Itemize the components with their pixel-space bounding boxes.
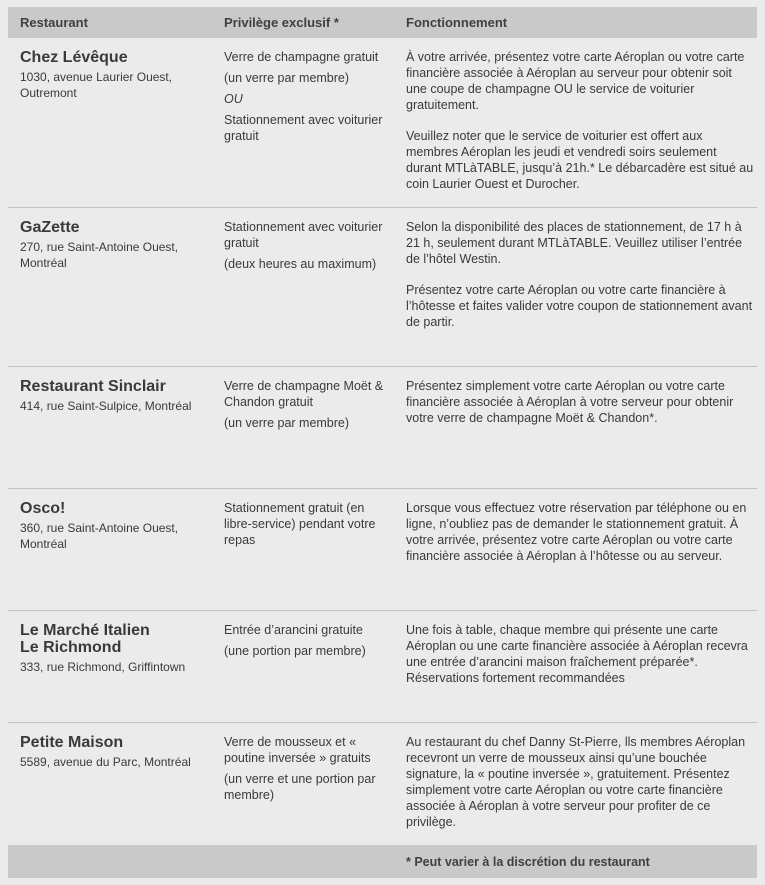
description-text: Veuillez noter que le service de voiturier est offert aux membres Aéroplan les jeudi et vendredi soirs seulement durant MTLàTABLE, jusqu’à 21h.* Le débarcadère est situé au coin Laurier Ouest et Durocher. [406,129,754,191]
privilege-text: Verre de champagne Moët & Chandon gratuit [224,379,384,409]
privilege-text: Verre de champagne gratuit [224,50,379,64]
description-text: Présentez simplement votre carte Aéroplan ou votre carte financière associée à Aéroplan à votre serveur pour obtenir votre verre de champagne Moët & Chandon*. [406,379,734,425]
restaurant-address: 414, rue Saint-Sulpice, Montréal [20,399,192,413]
restaurant-name: Osco! [20,500,66,517]
restaurant-address: 5589, avenue du Parc, Montréal [20,755,191,769]
privilege-text: Entrée d’arancini gratuite [224,623,363,637]
description-cell [394,208,757,366]
table-header [8,7,757,38]
privilege-text: (un verre par membre) [224,416,350,430]
description-text: Au restaurant du chef Danny St-Pierre, lls membres Aéroplan recevront un verre de mousseux ainsi qu’une bouchée signature, la « poutine inversée », gratuitement. Présentez simplement votre carte Aéroplan ou votre carte financière associée à Aéroplan à votre serveur pour profiter de ce privilège. [406,735,746,829]
restaurant-cell [8,723,212,844]
restaurant-name: Restaurant Sinclair [20,378,166,395]
description-text: Une fois à table, chaque membre qui présente une carte Aéroplan ou une carte financière associée à Aéroplan recevra une entrée d’arancini maison fraîchement préparée*. Réservations fortement recommandées [406,623,748,685]
restaurant-cell [8,489,212,610]
description-text: Lorsque vous effectuez votre réservation par téléphone ou en ligne, n’oubliez pas de demander le stationnement gratuit. À votre arrivée, présentez votre carte Aéroplan ou votre carte financière associée à Aéroplan à l’hôtesse ou au serveur. [406,501,747,563]
restaurant-name: Petite Maison [20,734,124,751]
description-cell [394,611,757,722]
description-cell [394,367,757,488]
table-row [8,208,757,367]
privilege-text: (un verre par membre) [224,71,350,85]
restaurant-name: GaZette [20,219,80,236]
privilege-cell [212,367,394,488]
restaurant-table [8,7,757,844]
description-text: À votre arrivée, présentez votre carte Aéroplan ou votre carte financière associée à Aéroplan au serveur pour obtenir soit une coupe de champagne OU le service de voiturier gratuitement. [406,50,745,112]
restaurant-name: Chez Lévêque [20,49,128,66]
privilege-text: (deux heures au maximum) [224,257,377,271]
description-text: Selon la disponibilité des places de stationnement, de 17 h à 21 h, seulement durant MTLàTABLE. Veuillez utiliser l’entrée de l’hôtel Westin. [406,220,743,266]
privilege-text: Stationnement avec voiturier gratuit [224,113,383,143]
restaurant-cell [8,208,212,366]
privilege-cell [212,489,394,610]
privilege-cell [212,723,394,844]
restaurant-cell [8,38,212,207]
privilege-text: Verre de mousseux et « poutine inversée » gratuits [224,735,371,765]
privilege-cell [212,611,394,722]
restaurant-cell [8,611,212,722]
description-text: Présentez votre carte Aéroplan ou votre carte financière à l’hôtesse et faites valider votre coupon de stationnement avant de partir. [406,283,753,329]
restaurant-address: 1030, avenue Laurier Ouest, Outremont [20,70,173,100]
table-row [8,38,757,208]
table-footer [8,845,757,878]
restaurant-address: 360, rue Saint-Antoine Ouest, Montréal [20,521,179,551]
description-cell [394,38,757,207]
table-row [8,723,757,844]
restaurant-name: Le Marché Italien Le Richmond [20,622,150,656]
table-row [8,367,757,489]
restaurant-address: 270, rue Saint-Antoine Ouest, Montréal [20,240,179,270]
privilege-cell [212,38,394,207]
table-row [8,611,757,723]
header-privilege: Privilège exclusif * [224,15,339,30]
restaurant-cell [8,367,212,488]
restaurant-address: 333, rue Richmond, Griffintown [20,660,186,674]
privilege-text: Stationnement avec voiturier gratuit [224,220,383,250]
header-restaurant: Restaurant [20,15,88,30]
description-cell [394,489,757,610]
privilege-cell [212,208,394,366]
header-fonctionnement: Fonctionnement [406,15,508,30]
privilege-text: (un verre et une portion par membre) [224,772,376,802]
footnote: * Peut varier à la discrétion du restaurant [406,854,650,869]
description-cell [394,723,757,844]
table-row [8,489,757,611]
privilege-text: OU [224,92,243,106]
privilege-text: Stationnement gratuit (en libre-service) pendant votre repas [224,501,376,547]
privilege-text: (une portion par membre) [224,644,366,658]
